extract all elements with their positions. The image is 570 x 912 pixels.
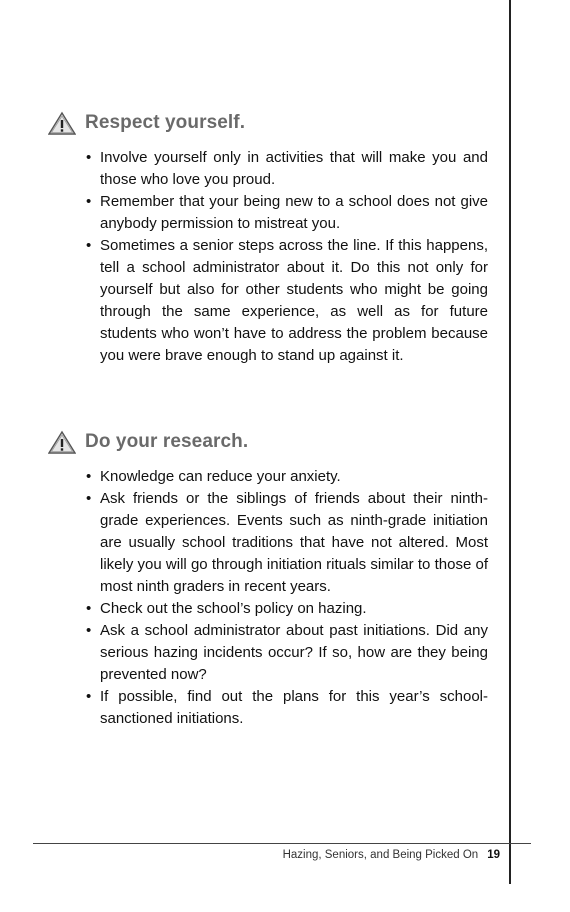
warning-triangle-icon <box>48 430 76 454</box>
section-heading-text: Respect yourself. <box>85 112 246 133</box>
bullet-dot: • <box>86 600 92 617</box>
section-respect-yourself <box>48 107 488 367</box>
list-item <box>48 488 488 598</box>
list-item-text: Knowledge can reduce your anxiety. <box>100 468 341 485</box>
list-item <box>48 191 488 235</box>
section-do-your-research <box>48 426 488 730</box>
section-heading <box>48 107 488 139</box>
list-item-text: Remember that your being new to a school does not give anybody permission to mistreat you. <box>100 193 488 232</box>
list-item <box>48 235 488 367</box>
bullet-dot: • <box>86 237 92 254</box>
list-item <box>48 620 488 686</box>
bullet-dot: • <box>86 622 92 639</box>
list-item-text: Sometimes a senior steps across the line. If this happens, tell a school administrator about it. Do this not only for yourself but also for other students who might be going through the same experience, as well as for future students who won’t have to address the problem because you were brave enough to stand up against it. <box>100 237 488 364</box>
bullet-dot: • <box>86 193 92 210</box>
bullet-list <box>48 466 488 730</box>
bullet-dot: • <box>86 468 92 485</box>
bullet-dot: • <box>86 688 92 705</box>
list-item <box>48 466 488 488</box>
section-heading <box>48 426 488 458</box>
list-item <box>48 598 488 620</box>
page-edge-rule <box>509 0 511 884</box>
list-item <box>48 147 488 191</box>
section-heading-text: Do your research. <box>85 431 249 452</box>
footer-rule <box>33 843 531 844</box>
list-item-text: Involve yourself only in activities that will make you and those who love you proud. <box>100 149 488 188</box>
page-footer <box>283 849 500 861</box>
list-item-text: Ask friends or the siblings of friends about their ninth-grade experiences. Events such as ninth-grade initiation are usually school traditions that have not altered. Most likely you will go through initiation rituals similar to those of most ninth graders in recent years. <box>100 490 488 595</box>
list-item-text: Ask a school administrator about past initiations. Did any serious hazing incidents occur? If so, how are they being prevented now? <box>100 622 488 683</box>
page-number: 19 <box>487 849 500 861</box>
warning-triangle-icon <box>48 111 76 135</box>
bullet-list <box>48 147 488 367</box>
list-item-text: If possible, find out the plans for this year’s school-sanctioned initiations. <box>100 688 488 727</box>
list-item-text: Check out the school’s policy on hazing. <box>100 600 367 617</box>
running-title: Hazing, Seniors, and Being Picked On <box>282 849 479 861</box>
bullet-dot: • <box>86 149 92 166</box>
list-item <box>48 686 488 730</box>
bullet-dot: • <box>86 490 92 507</box>
